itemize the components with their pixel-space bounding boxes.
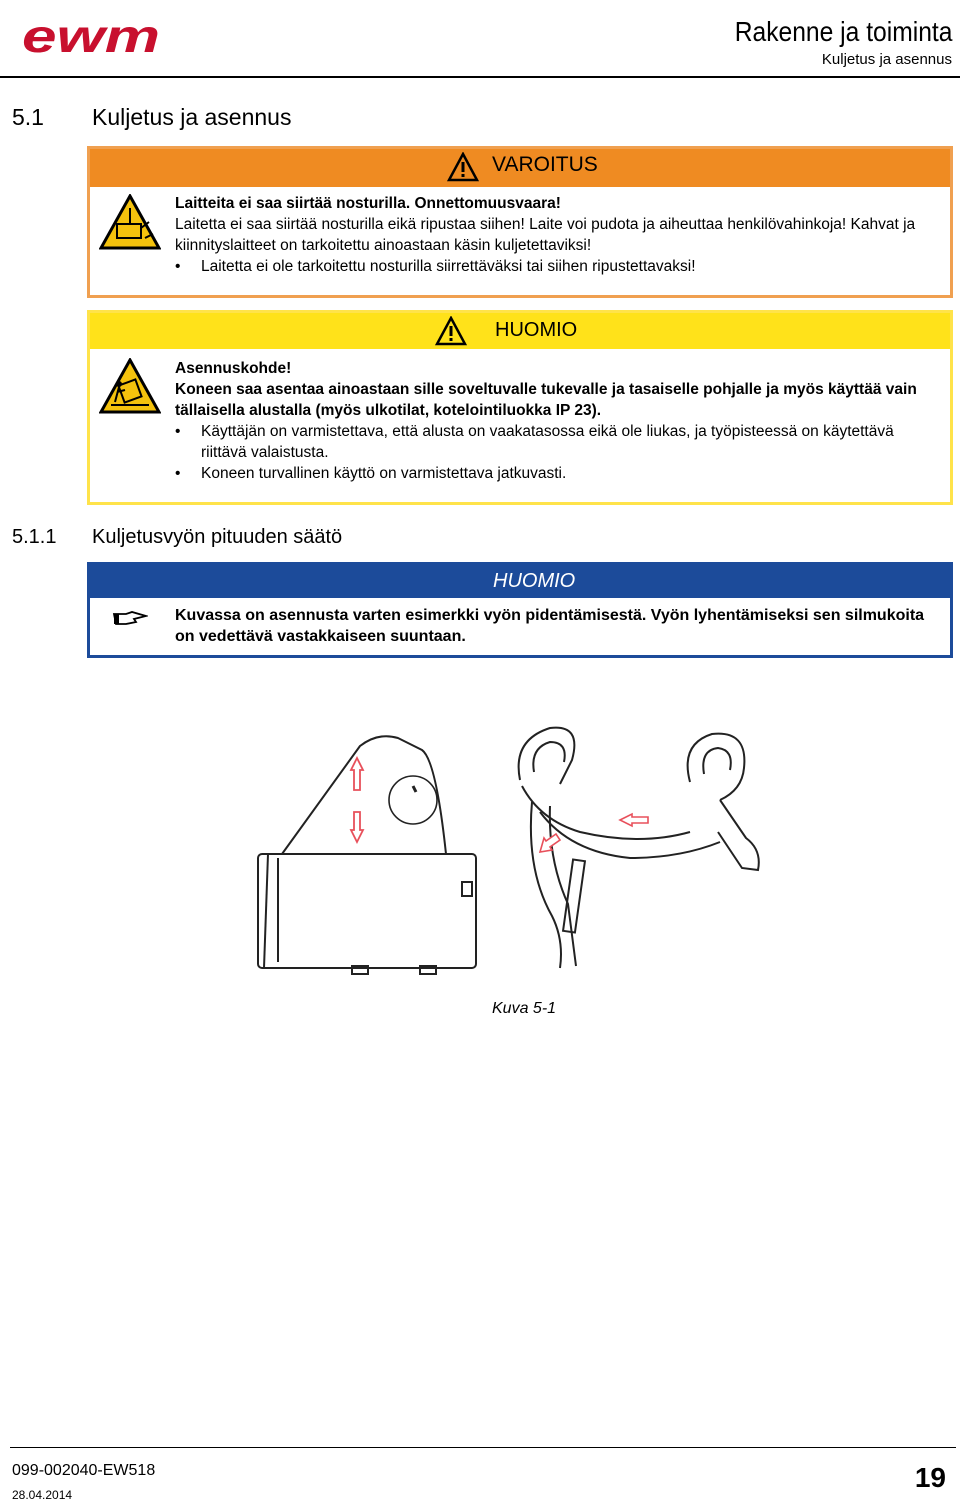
info-box <box>87 562 953 658</box>
arrow-down-icon <box>351 812 363 842</box>
section-number: 5.1 <box>12 104 44 130</box>
note-bullet1: • Käyttäjän on varmistettava, että alusta on vaakatasossa eikä ole liukas, ja työpisteessä on käytettävä riittävä valaistusta. <box>175 421 940 463</box>
warning-line1: Laitteita ei saa siirtää nosturilla. Onnettomuusvaara! <box>175 195 561 212</box>
footer-doc-number: 099-002040-EW518 <box>12 1462 156 1479</box>
machine-drawing <box>258 736 476 974</box>
svg-text:ewm: ewm <box>22 10 160 62</box>
warning-line2: Laitetta ei saa siirtää nosturilla eikä ripustaa siihen! Laite voi pudota ja aiheuttaa henkilövahinkoja! Kahvat ja kiinnityslaitteet on tarkoitettu ainoastaan käsin kuljetettaviksi! <box>175 216 916 254</box>
header-subtitle: Kuljetus ja asennus <box>821 51 952 68</box>
page-number: 19 <box>914 1462 946 1493</box>
subsection-title: Kuljetusvyön pituuden säätö <box>92 526 343 548</box>
crane-hazard-icon <box>99 194 161 250</box>
info-header <box>90 565 950 598</box>
subsection-heading <box>12 526 342 549</box>
footer-date: 28.04.2014 <box>12 1488 73 1502</box>
note-body <box>175 358 940 484</box>
warning-bullet1: • Laitetta ei ole tarkoitettu nosturilla siirrettäväksi tai siihen ripustettavaksi! <box>175 256 940 277</box>
warning-body <box>175 193 940 277</box>
note-line1: Asennuskohde! <box>175 360 292 377</box>
pointing-hand-icon <box>112 610 148 628</box>
caution-triangle-icon <box>435 316 467 346</box>
info-text: Kuvassa on asennusta varten esimerkki vyön pidentämisestä. Vyön lyhentämiseksi sen silmukoita on vedettävä vastakkaiseen suuntaan. <box>175 607 925 645</box>
warning-header <box>90 149 950 187</box>
header-divider <box>0 76 960 78</box>
warning-box <box>87 146 953 298</box>
info-body <box>175 605 940 647</box>
subsection-number: 5.1.1 <box>12 526 57 548</box>
warning-triangle-icon <box>447 152 479 182</box>
belt-arrow-left-icon <box>620 814 648 826</box>
belt-adjustment-figure <box>250 720 790 1000</box>
tip-over-hazard-icon <box>99 358 161 414</box>
note-bullet2: • Koneen turvallinen käyttö on varmistettava jatkuvasti. <box>175 463 940 484</box>
figure-caption: Kuva 5-1 <box>492 1000 557 1017</box>
note-line2: Koneen saa asentaa ainoastaan sille soveltuvalle tukevalle ja tasaiselle pohjalle ja myös käyttää vain tällaisella alustalla (myös ulkotilat, kotelointiluokka IP 23). <box>175 381 917 419</box>
info-title: HUOMIO <box>493 570 576 592</box>
note-title: HUOMIO <box>495 319 578 341</box>
arrow-up-icon <box>351 758 363 790</box>
note-box <box>87 310 953 505</box>
header-title: Rakenne ja toiminta <box>734 16 952 47</box>
section-heading <box>12 104 291 131</box>
section-title: Kuljetus ja asennus <box>92 104 292 130</box>
ewm-logo <box>22 6 162 68</box>
note-header <box>90 313 950 349</box>
warning-title: VAROITUS <box>492 153 598 176</box>
footer-divider <box>10 1447 956 1448</box>
belt-loops-drawing <box>519 728 759 968</box>
